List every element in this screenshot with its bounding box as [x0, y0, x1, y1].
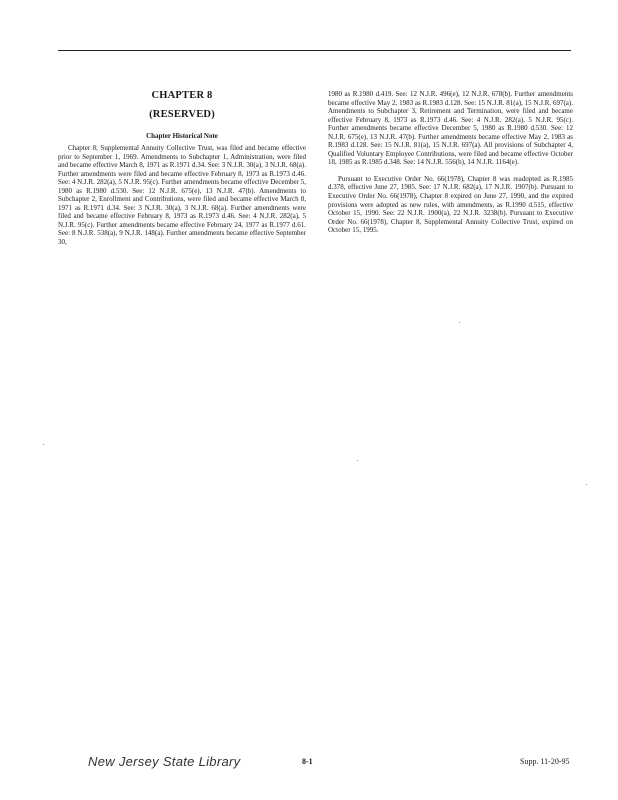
scan-speck	[357, 460, 358, 461]
historical-note-continuation: 1980 as R.1980 d.419. See: 12 N.J.R. 496(e), 12 N.J.R. 678(b). Further amendments became effective May 2, 1983 as R.1983 d.128. See: 15 N.J.R. 81(a), 15 N.J.R. 697(a). Amendments to Subchapter 3, Retirement and Termination, were filed and became effective February 8, 1973 as R.1973 d.46. See: 4 N.J.R. 282(a), 5 N.J.R. 95(c). Further amendments became effective December 5, 1980 as R.1980 d.530. See: 12 N.J.R. 675(e), 13 N.J.R. 47(b). Further amendments became effective May 2, 1983 as R.1983 d.128. See: 15 N.J.R. 81(a), 15 N.J.R. 697(a). All provisions of Subchapter 4, Qualified Voluntary Employee Contributions, were filed and became effective October 18, 1985 as R.1985 d.348. See: 14 N.J.R. 556(b), 14 N.J.R. 1164(e).	[328, 90, 573, 167]
historical-note-paragraph-1: Chapter 8, Supplemental Annuity Collective Trust, was filed and became effective prior to September 1, 1969. Amendments to Subchapter 1, Administration, were filed and became effective March 8, 1971 as R.1971 d.34. See: 3 N.J.R. 30(a), 3 N.J.R. 68(a). Further amendments were filed and became effective February 8, 1973 as R.1973 d.46. See: 4 N.J.R. 282(a), 5 N.J.R. 95(c). Further amendments became effective December 5, 1980 as R.1980 d.530. See: 12 N.J.R. 675(e), 13 N.J.R. 47(b). Amendments to Subchapter 2, Enrollment and Contributions, were filed and became effective March 8, 1971 as R.1971 d.34. See: 3 N.J.R. 30(a), 3 N.J.R. 68(a). Further amendments were filed and became effective February 8, 1973 as R.1973 d.46. See: 4 N.J.R. 282(a), 5 N.J.R. 95(c). Further amendments became effective February 24, 1977 as R.1977 d.61. See: 8 N.J.R. 538(a), 9 N.J.R. 148(a). Further amendments became effective September 30,	[58, 144, 306, 247]
library-watermark: New Jersey State Library	[88, 754, 241, 769]
right-column	[328, 90, 573, 235]
chapter-status: (RESERVED)	[149, 109, 215, 120]
scan-speck	[586, 484, 587, 485]
scan-speck	[459, 322, 460, 323]
historical-note-heading: Chapter Historical Note	[146, 132, 218, 140]
header-rule	[58, 50, 571, 51]
chapter-title: CHAPTER 8	[151, 90, 213, 101]
historical-note-paragraph-2: Pursuant to Executive Order No. 66(1978), Chapter 8 was readopted as R.1985 d.378, effective June 27, 1985. See: 17 N.J.R. 682(a), 17 N.J.R. 1907(b). Pursuant to Executive Order No. 66(1978), Chapter 8 expired on June 27, 1990, and the expired provisions were adopted as new rules, with amendments, as R.1990 d.515, effective October 15, 1990. See: 22 N.J.R. 1900(a), 22 N.J.R. 3238(b). Pursuant to Executive Order No. 66(1978), Chapter 8, Supplemental Annuity Collective Trust, expired on October 15, 1995.	[328, 174, 573, 235]
page-number: 8-1	[302, 757, 313, 766]
scan-speck	[43, 444, 44, 445]
supplement-date: Supp. 11-20-95	[520, 757, 570, 766]
left-column	[58, 90, 306, 247]
